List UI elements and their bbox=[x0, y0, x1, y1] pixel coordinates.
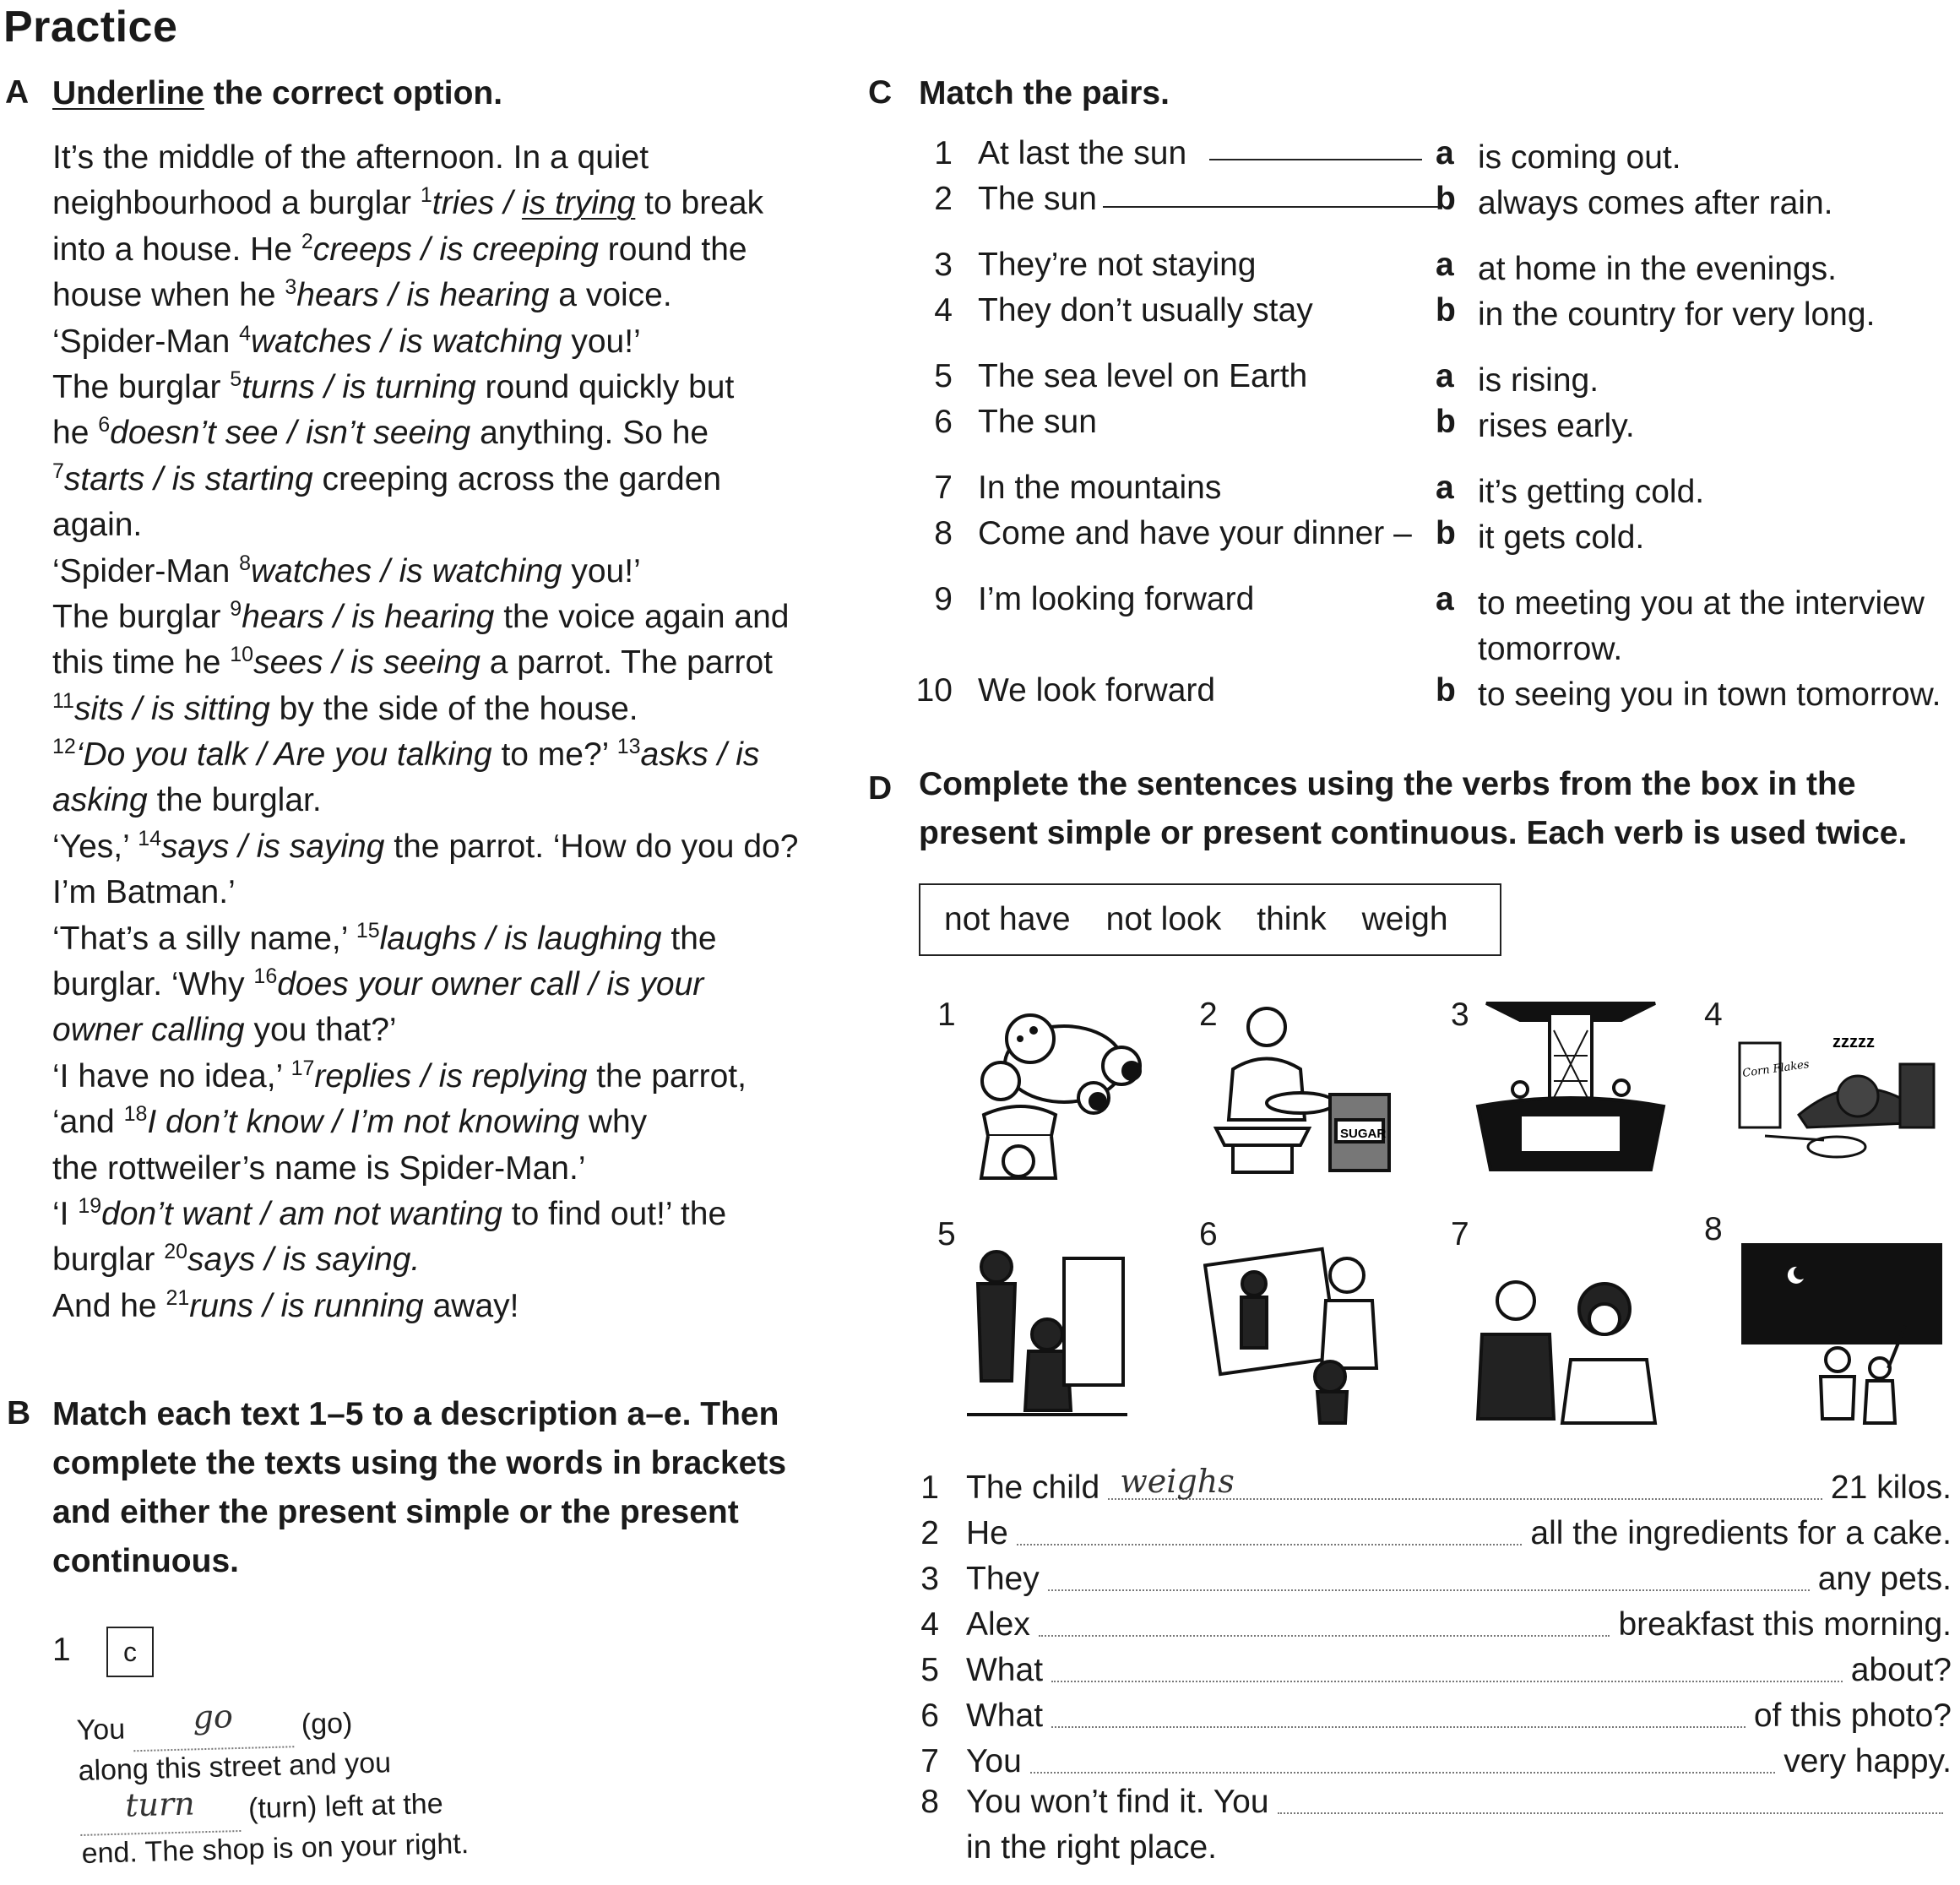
gap-number: 21 bbox=[166, 1285, 190, 1310]
sentence-end: about? bbox=[1850, 1652, 1952, 1688]
passage-text: a voice. bbox=[549, 277, 672, 314]
passage-text: I’m Batman.’ bbox=[52, 874, 236, 911]
answer-blank[interactable] bbox=[1051, 1681, 1843, 1682]
picture-6-photo-scene bbox=[1203, 1241, 1398, 1427]
verb-choice[interactable]: says / is saying. bbox=[187, 1241, 421, 1279]
section-a-letter: A bbox=[5, 74, 30, 111]
passage-text: anything. So he bbox=[470, 415, 709, 452]
pair-letter: b bbox=[1436, 515, 1456, 551]
sentence-end: very happy. bbox=[1784, 1743, 1952, 1779]
passage-line bbox=[52, 135, 838, 181]
b-text-4: end. The shop is on your right. bbox=[81, 1827, 470, 1870]
pair-number: 10 bbox=[915, 672, 953, 709]
passage-line bbox=[52, 457, 838, 502]
section-a-instruction bbox=[52, 69, 502, 118]
match-line-2 bbox=[1103, 206, 1439, 208]
pair-letter: a bbox=[1436, 470, 1454, 506]
answer-blank[interactable] bbox=[1048, 1589, 1810, 1591]
passage-text: ‘Spider-Man bbox=[52, 552, 240, 589]
gap-number: 19 bbox=[78, 1193, 102, 1218]
picture-number: 4 bbox=[1704, 997, 1723, 1033]
verb-choice[interactable]: ‘Do you talk / Are you talking bbox=[75, 736, 492, 774]
verb-box bbox=[919, 883, 1501, 956]
gap-number: 14 bbox=[138, 826, 161, 850]
pair-letter: a bbox=[1436, 358, 1454, 394]
passage-text: again. bbox=[52, 507, 143, 544]
passage-line bbox=[52, 732, 838, 778]
pair-letter: a bbox=[1436, 581, 1454, 617]
passage-text: ‘Spider-Man bbox=[52, 323, 240, 360]
page-title: Practice bbox=[3, 3, 178, 52]
verb-choice[interactable]: hears / is hearing bbox=[242, 598, 495, 635]
passage-text: a parrot. The parrot bbox=[480, 644, 774, 682]
gap-number: 11 bbox=[52, 688, 74, 713]
passage-text: ‘That’s a silly name,’ bbox=[52, 920, 356, 957]
picture-8-night-sky bbox=[1736, 1241, 1947, 1427]
pair-start: I’m looking forward bbox=[978, 581, 1255, 617]
picture-2-man-baking bbox=[1208, 1002, 1410, 1179]
passage-line bbox=[52, 549, 838, 595]
pair-end: always comes after rain. bbox=[1478, 185, 1833, 221]
pair-end: it’s getting cold. bbox=[1478, 474, 1705, 510]
b-answer-box[interactable]: c bbox=[106, 1627, 154, 1677]
pair-start: The sea level on Earth bbox=[978, 358, 1308, 394]
pair-number: 7 bbox=[934, 470, 953, 506]
section-b-letter: B bbox=[7, 1395, 31, 1431]
passage-text: by the side of the house. bbox=[269, 690, 638, 727]
passage-line bbox=[52, 1054, 838, 1100]
passage-text: creeping across the garden bbox=[312, 460, 722, 497]
verb-choice[interactable]: sees / is seeing bbox=[253, 644, 480, 682]
section-d-instruction bbox=[919, 760, 1907, 858]
pair-number: 6 bbox=[934, 404, 953, 440]
passage-line bbox=[52, 1237, 838, 1283]
instruction-line: and either the present simple or the present bbox=[52, 1494, 739, 1530]
pair-number: 3 bbox=[934, 247, 953, 283]
picture-5-window-scene bbox=[963, 1241, 1132, 1419]
verb-choice[interactable]: watches / is watching bbox=[251, 323, 562, 360]
match-line-1 bbox=[1209, 159, 1422, 160]
sentence-start: What bbox=[966, 1652, 1044, 1688]
gap-number: 7 bbox=[52, 459, 64, 483]
passage-text: The burglar bbox=[52, 598, 231, 635]
verb-choice[interactable]: sits / is sitting bbox=[73, 690, 270, 727]
answer-blank[interactable] bbox=[1030, 1772, 1775, 1774]
pair-number: 5 bbox=[934, 358, 953, 394]
passage-text: ‘Yes,’ bbox=[52, 828, 138, 865]
verb-choice[interactable]: don’t want / am not wanting bbox=[101, 1195, 502, 1232]
section-d-letter: D bbox=[868, 770, 893, 807]
gap-number: 6 bbox=[98, 413, 111, 437]
gap-number: 8 bbox=[239, 551, 251, 575]
pair-number: 2 bbox=[934, 181, 953, 217]
gap-number: 12 bbox=[52, 735, 76, 759]
answer-blank[interactable] bbox=[1017, 1544, 1523, 1545]
passage-line bbox=[52, 778, 838, 823]
pair-end: in the country for very long. bbox=[1478, 296, 1876, 333]
section-c-letter: C bbox=[868, 74, 893, 111]
sentence-end: of this photo? bbox=[1753, 1698, 1952, 1734]
picture-1-child-on-scale bbox=[963, 997, 1157, 1182]
gap-number: 13 bbox=[616, 735, 641, 759]
gap-number: 2 bbox=[301, 229, 313, 253]
underlined-answer[interactable]: is trying bbox=[521, 185, 636, 222]
passage-text: why bbox=[578, 1104, 648, 1141]
passage-text: ‘I have no idea,’ bbox=[52, 1057, 291, 1095]
pair-end: to meeting you at the interview bbox=[1478, 585, 1925, 622]
passage-text: ‘I bbox=[52, 1195, 79, 1232]
verb-choice[interactable]: does your owner call / is your bbox=[277, 966, 704, 1003]
gap-number: 4 bbox=[239, 321, 251, 345]
passage-line bbox=[52, 502, 838, 548]
pair-end: is coming out. bbox=[1478, 139, 1681, 176]
sentence-start: You bbox=[966, 1743, 1022, 1779]
passage-line bbox=[52, 870, 838, 915]
verb: think bbox=[1257, 901, 1327, 937]
verb-choice[interactable]: runs / is running bbox=[189, 1287, 424, 1324]
sentence-number: 1 bbox=[920, 1469, 939, 1506]
pair-start: They’re not staying bbox=[978, 247, 1257, 283]
passage-text: to me?’ bbox=[491, 736, 617, 774]
sentence-number: 2 bbox=[920, 1515, 939, 1551]
verb-choice[interactable]: laughs / is laughing bbox=[379, 920, 662, 957]
pair-number: 4 bbox=[934, 292, 953, 329]
passage-line bbox=[52, 227, 838, 273]
picture-7-two-people bbox=[1469, 1275, 1672, 1427]
sentence-number: 7 bbox=[920, 1743, 939, 1779]
section-b-instruction bbox=[52, 1390, 812, 1586]
passage-text: away! bbox=[423, 1287, 519, 1324]
pair-end: at home in the evenings. bbox=[1478, 251, 1837, 287]
passage-line bbox=[52, 273, 838, 318]
sentence-start: He bbox=[966, 1515, 1008, 1551]
verb-choice[interactable]: doesn’t see / isn’t seeing bbox=[110, 415, 471, 452]
picture-number: 6 bbox=[1199, 1216, 1218, 1252]
passage-line bbox=[52, 824, 838, 870]
snore-text: zzzzz bbox=[1832, 1033, 1875, 1051]
passage-line bbox=[52, 319, 838, 365]
pair-end: it gets cold. bbox=[1478, 519, 1645, 556]
pair-start: We look forward bbox=[978, 672, 1216, 709]
passage-line bbox=[52, 687, 838, 732]
passage-text: the burglar. bbox=[147, 782, 322, 819]
passage-text: you!’ bbox=[562, 552, 641, 589]
passage-text: ‘and bbox=[52, 1104, 124, 1141]
handwritten-answer: weighs bbox=[1120, 1463, 1235, 1500]
b-word: (go) bbox=[301, 1707, 353, 1741]
passage-text: the rottweiler’s name is Spider-Man.’ bbox=[52, 1149, 586, 1187]
pair-start: The sun bbox=[978, 181, 1097, 217]
gap-number: 16 bbox=[253, 964, 278, 989]
picture-number: 3 bbox=[1451, 997, 1469, 1033]
sentence-start: Alex bbox=[966, 1606, 1030, 1643]
pair-start: The sun bbox=[978, 404, 1097, 440]
b-word: (turn) left at the bbox=[247, 1787, 444, 1825]
passage-text: burglar bbox=[52, 1241, 165, 1279]
sentence-8-line2: in the right place. bbox=[966, 1829, 1218, 1866]
pair-start: They don’t usually stay bbox=[978, 292, 1313, 329]
gap-number: 9 bbox=[230, 596, 242, 621]
sentence-number: 8 bbox=[920, 1784, 939, 1820]
answer-blank[interactable] bbox=[1051, 1726, 1746, 1728]
picture-3-tower-scene bbox=[1469, 997, 1672, 1178]
passage-line bbox=[52, 1146, 838, 1192]
gap-number: 5 bbox=[230, 367, 242, 391]
picture-number: 2 bbox=[1199, 997, 1218, 1033]
sentence-end: all the ingredients for a cake. bbox=[1530, 1515, 1952, 1551]
passage-line bbox=[52, 365, 838, 410]
gap-number: 15 bbox=[356, 918, 380, 942]
gap-number: 1 bbox=[420, 183, 432, 208]
verb-choice[interactable]: turns / is turning bbox=[242, 368, 476, 405]
passage-text: to break bbox=[635, 185, 764, 222]
sentence-end: breakfast this morning. bbox=[1618, 1606, 1952, 1643]
pair-letter: a bbox=[1436, 247, 1454, 283]
passage-text: house when he bbox=[52, 277, 285, 314]
sentence-start: You won’t find it. You bbox=[966, 1784, 1269, 1820]
passage-text: this time he bbox=[52, 644, 231, 682]
gap-number: 18 bbox=[123, 1102, 148, 1127]
gap-number: 10 bbox=[230, 643, 254, 667]
answer-blank[interactable] bbox=[1039, 1635, 1610, 1637]
picture-number: 5 bbox=[937, 1216, 956, 1252]
section-c-instruction: Match the pairs. bbox=[919, 75, 1170, 111]
verb-choice[interactable]: says / is saying bbox=[161, 828, 385, 865]
passage-text: neighbourhood a burglar bbox=[52, 185, 421, 222]
sugar-label: SUGAR bbox=[1340, 1127, 1387, 1141]
instruction-line: Match each text 1–5 to a description a–e. Then bbox=[52, 1396, 779, 1432]
sentence-start: They bbox=[966, 1561, 1040, 1597]
passage-line bbox=[52, 595, 838, 640]
verb-choice[interactable]: I don’t know / I’m not knowing bbox=[147, 1104, 579, 1141]
gap-number: 17 bbox=[290, 1056, 315, 1080]
passage-text: round quickly but bbox=[475, 368, 735, 405]
picture-number: 7 bbox=[1451, 1216, 1469, 1252]
verb-choice[interactable]: owner calling bbox=[52, 1012, 245, 1049]
verb-choice[interactable]: asking bbox=[52, 782, 148, 819]
passage-line bbox=[52, 1284, 838, 1329]
pair-start: At last the sun bbox=[978, 135, 1187, 171]
passage-text: the voice again and bbox=[494, 598, 790, 635]
pair-end: tomorrow. bbox=[1478, 631, 1623, 667]
sentence-start: What bbox=[966, 1698, 1044, 1734]
underline-word: Underline bbox=[52, 75, 204, 111]
sentence-start: The child bbox=[966, 1469, 1100, 1506]
passage-text: you!’ bbox=[562, 323, 641, 360]
passage-line bbox=[52, 1192, 838, 1237]
passage-text: you that?’ bbox=[244, 1012, 397, 1049]
passage-text: And he bbox=[52, 1287, 166, 1324]
passage-line bbox=[52, 1100, 838, 1145]
sentence-number: 6 bbox=[920, 1698, 939, 1734]
pair-end: is rising. bbox=[1478, 362, 1599, 399]
pair-letter: b bbox=[1436, 292, 1456, 329]
b-answer-go: go bbox=[192, 1698, 234, 1736]
pair-start: Come and have your dinner – bbox=[978, 515, 1412, 551]
verb-choice[interactable]: replies / is replying bbox=[314, 1057, 588, 1095]
pair-number: 1 bbox=[934, 135, 953, 171]
passage-text: to find out!’ the bbox=[502, 1195, 727, 1232]
verb-choice[interactable]: watches / is watching bbox=[251, 552, 562, 589]
passage-text: he bbox=[52, 415, 99, 452]
instruction-line: Complete the sentences using the verbs from the box in the bbox=[919, 766, 1856, 802]
picture-number: 8 bbox=[1704, 1211, 1723, 1247]
verb-choice[interactable]: tries / bbox=[432, 185, 522, 222]
b-item-number: 1 bbox=[52, 1632, 71, 1668]
answer-blank[interactable] bbox=[1278, 1812, 1943, 1814]
picture-4-boy-asleep bbox=[1731, 997, 1951, 1182]
b-text-2: along this street and you bbox=[78, 1746, 392, 1787]
b-answer-turn: turn bbox=[124, 1785, 196, 1824]
sentence-end: any pets. bbox=[1817, 1561, 1952, 1597]
gap-number: 20 bbox=[164, 1240, 188, 1264]
cereal-label: Corn Flakes bbox=[1741, 1058, 1811, 1080]
pair-letter: b bbox=[1436, 181, 1456, 217]
passage-text: It’s the middle of the afternoon. In a quiet bbox=[52, 139, 649, 176]
sentence-number: 3 bbox=[920, 1561, 939, 1597]
instruction-line: complete the texts using the words in brackets bbox=[52, 1445, 787, 1481]
sentence-end: 21 kilos. bbox=[1830, 1469, 1952, 1506]
pair-letter: b bbox=[1436, 672, 1456, 709]
pair-letter: a bbox=[1436, 135, 1454, 171]
passage-line bbox=[52, 962, 838, 1008]
passage-text: the parrot. ‘How do you do? bbox=[384, 828, 799, 865]
pair-letter: b bbox=[1436, 404, 1456, 440]
b-word: You bbox=[76, 1713, 126, 1746]
verb: weigh bbox=[1361, 901, 1448, 937]
passage-line bbox=[52, 916, 838, 962]
verb-choice[interactable]: hears / is hearing bbox=[296, 277, 550, 314]
pair-number: 9 bbox=[934, 581, 953, 617]
verb: not look bbox=[1105, 901, 1222, 937]
passage-text: burglar. ‘Why bbox=[52, 966, 254, 1003]
instruction-line: present simple or present continuous. Each verb is used twice. bbox=[919, 815, 1908, 851]
passage-line bbox=[52, 1008, 838, 1053]
verb: not have bbox=[944, 901, 1071, 937]
pair-number: 8 bbox=[934, 515, 953, 551]
sentence-number: 4 bbox=[920, 1606, 939, 1643]
passage-text: the parrot, bbox=[587, 1057, 747, 1095]
verb-choice[interactable]: asks / is bbox=[640, 736, 760, 774]
instruction-rest: the correct option. bbox=[204, 75, 503, 111]
passage-line bbox=[52, 410, 838, 456]
picture-number: 1 bbox=[937, 997, 956, 1033]
story-passage bbox=[52, 135, 838, 1329]
verb-choice[interactable]: creeps / is creeping bbox=[312, 231, 599, 268]
pair-end: rises early. bbox=[1478, 408, 1635, 444]
gap-number: 3 bbox=[285, 275, 297, 300]
passage-text: The burglar bbox=[52, 368, 231, 405]
passage-line bbox=[52, 181, 838, 226]
pair-start: In the mountains bbox=[978, 470, 1222, 506]
passage-text: round the bbox=[598, 231, 747, 268]
verb-choice[interactable]: starts / is starting bbox=[63, 460, 313, 497]
passage-text: the bbox=[661, 920, 717, 957]
instruction-line: continuous. bbox=[52, 1543, 239, 1579]
pair-end: to seeing you in town tomorrow. bbox=[1478, 676, 1941, 713]
passage-line bbox=[52, 640, 838, 686]
sentence-number: 5 bbox=[920, 1652, 939, 1688]
passage-text: into a house. He bbox=[52, 231, 301, 268]
